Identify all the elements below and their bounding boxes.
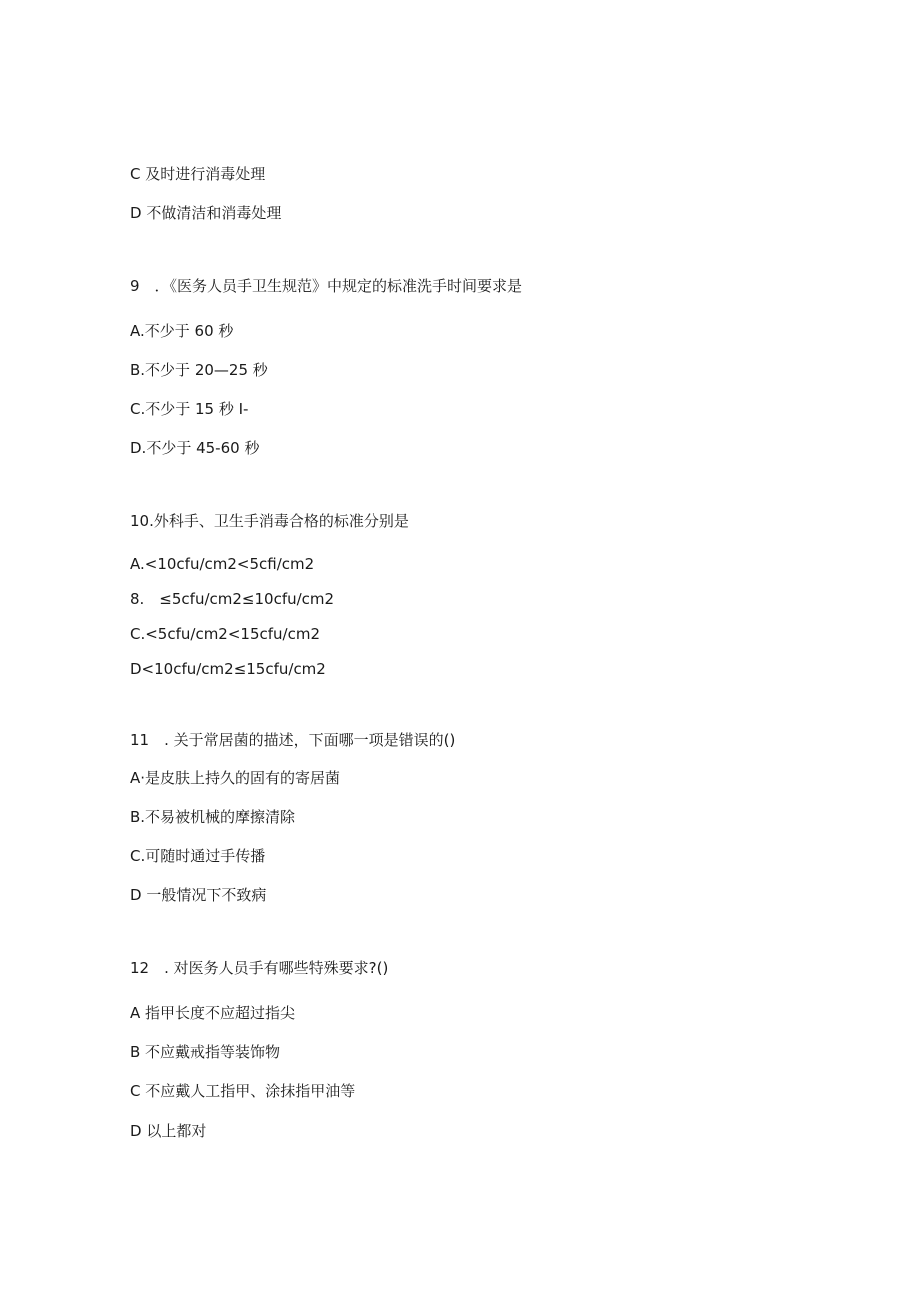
option-c-q9: C.不少于 15 秒 I-	[130, 400, 249, 418]
option-d-q10: D<10cfu∕cm2≤15cfu∕cm2	[130, 660, 326, 678]
question-12: 12 . 对医务人员手有哪些特殊要求?()	[130, 959, 389, 977]
option-d-q11: D 一般情况下不致病	[130, 886, 267, 904]
option-c-q11: C.可随时通过手传播	[130, 847, 266, 865]
option-b-q11: B.不易被机械的摩擦清除	[130, 808, 296, 826]
option-d-q8: D 不做清洁和消毒处理	[130, 204, 282, 222]
option-b-q12: B 不应戴戒指等装饰物	[130, 1043, 281, 1061]
option-a-q11: A·是皮肤上持久的固有的寄居菌	[130, 769, 341, 787]
option-a-q12: A 指甲长度不应超过指尖	[130, 1004, 296, 1022]
option-b-q10: 8. ≤5cfu∕cm2≤10cfu∕cm2	[130, 590, 335, 608]
option-c-q8: C 及时进行消毒处理	[130, 165, 266, 183]
option-a-q10: A.<10cfu∕cm2<5cfi∕cm2	[130, 555, 315, 573]
question-9: 9 ．《医务人员手卫生规范》中规定的标准洗手时间要求是	[130, 277, 523, 295]
option-d-q12: D 以上都对	[130, 1122, 207, 1140]
question-10: 10.外科手、卫生手消毒合格的标准分别是	[130, 512, 409, 530]
option-c-q12: C 不应戴人工指甲、涂抹指甲油等	[130, 1082, 356, 1100]
option-d-q9: D.不少于 45-60 秒	[130, 439, 260, 457]
option-c-q10: C.<5cfu∕cm2<15cfu∕cm2	[130, 625, 320, 643]
question-11: 11 . 关于常居菌的描述，下面哪一项是错误的()	[130, 731, 456, 749]
option-a-q9: A.不少于 60 秒	[130, 322, 234, 340]
option-b-q9: B.不少于 20—25 秒	[130, 361, 268, 379]
